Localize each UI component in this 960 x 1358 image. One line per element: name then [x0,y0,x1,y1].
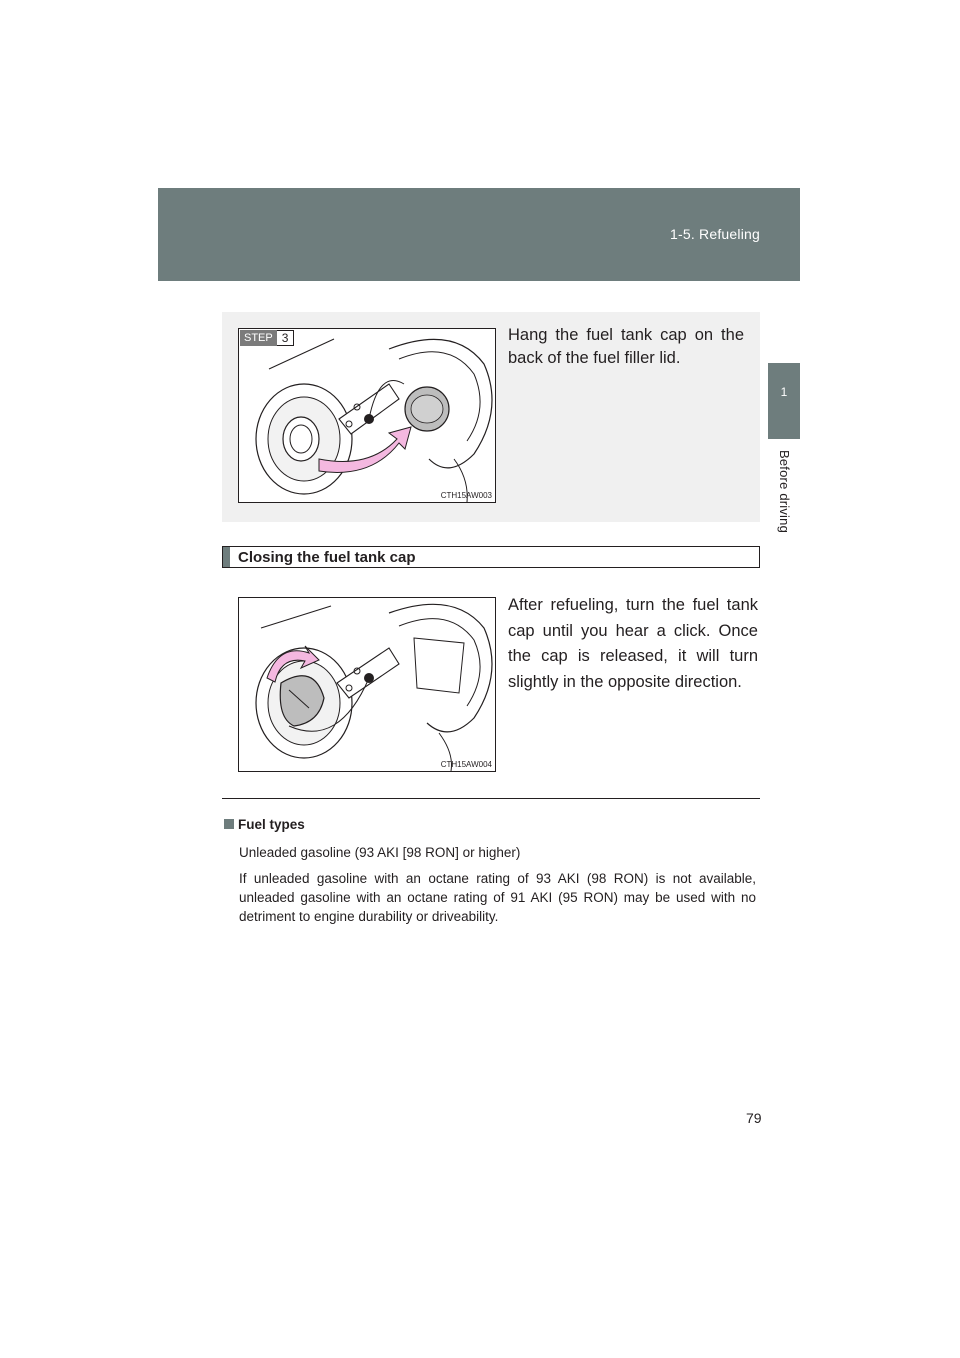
figure-code: CTH15AW003 [440,491,492,500]
fuel-cap-hang-illustration [239,329,495,502]
section-title: 1-5. Refueling [670,226,760,242]
step-3-figure [238,328,496,503]
note-title-text: Fuel types [238,817,305,832]
closing-text: After refueling, turn the fuel tank cap until you hear a click. Once the cap is released, it will turn slightly in the opposite direction. [508,596,758,691]
chapter-tab[interactable] [768,363,800,439]
header-band [158,188,800,281]
note-title [224,817,305,832]
section-heading [222,546,760,568]
step-3-panel [222,312,760,522]
step-badge [240,330,294,346]
chapter-title: Before driving [777,450,792,534]
divider [222,798,760,799]
page-number: 79 [746,1110,762,1126]
step-3-text: Hang the fuel tank cap on the back of the fuel filler lid. [508,326,744,367]
step-badge-label: STEP [240,330,277,346]
note-paragraph-1: Unleaded gasoline (93 AKI [98 RON] or higher) [239,845,521,860]
figure-code: CTH15AW004 [440,760,492,769]
heading-bar [223,547,230,567]
heading-text: Closing the fuel tank cap [238,549,416,566]
fuel-cap-close-illustration [239,598,495,771]
square-bullet-icon [224,819,234,829]
chapter-number: 1 [780,385,788,399]
step-badge-number: 3 [277,330,295,346]
closing-figure [238,597,496,772]
note-paragraph-2: If unleaded gasoline with an octane rating of 93 AKI (98 RON) is not available, unleaded gasoline with an octane rating of 91 AKI (95 RON) may be used with no detriment to engine durability or driveability. [239,871,756,924]
